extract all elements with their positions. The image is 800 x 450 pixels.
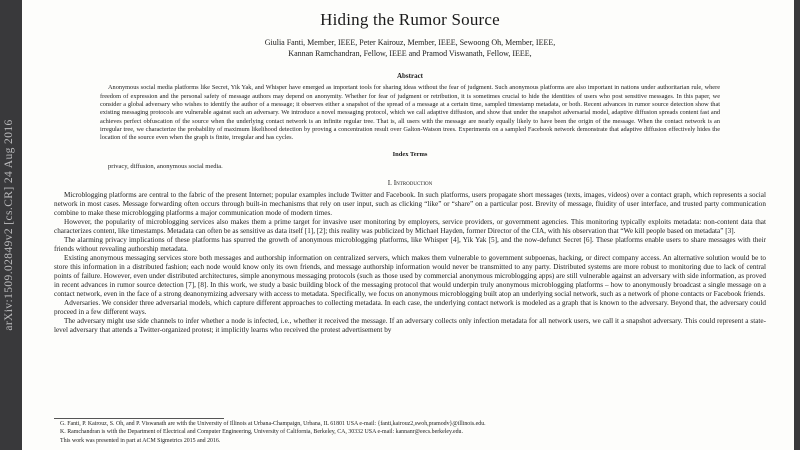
body-paragraph: Existing anonymous messaging services store both messages and authorship information on centralized servers, which makes them vulnerable to government subpoenas, hacking, or direct company access. An alternative solution would be to store this information in a distributed fashion; each node would know only its own friends, and message authorship information would never be transmitted to any party. Distributed systems are more robust to monitoring due to lack of central points of failure. However, even under distributed architectures, simple anonymous messaging protocols (such as those used by commercial anonymous microblogging apps) are still vulnerable against an adversary with side information, as proved in recent advances in rumor source detection [7], [8]. In this work, we study a basic building block of the messaging protocol that would underpin truly anonymous microblogging platforms – how to anonymously broadcast a single message on a contact network, even in the face of a strong deanonymizing adversary with access to metadata. Specifically, we focus on anonymous microblogging built atop an underlying social network, such as a network of phone contacts or Facebook friends. (54, 254, 766, 299)
abstract-text: Anonymous social media platforms like Secret, Yik Yak, and Whisper have emerged as important tools for sharing ideas without the fear of judgment. Such anonymous platforms are also important in nations under authoritarian rule, where freedom of expression and the personal safety of message authors may depend on anonymity. Whether for fear of judgment or retribution, it is sometimes crucial to hide the identities of users who post sensitive messages. In this paper, we consider a global adversary who wishes to identify the author of a message; it observes either a snapshot of the spread of a message at a certain time, sampled timestamp metadata, or both. Recent advances in rumor source detection show that existing messaging protocols are vulnerable against such an adversary. We introduce a novel messaging protocol, which we call adaptive diffusion, and show that under the snapshot adversarial model, adaptive diffusion spreads content fast and achieves perfect obfuscation of the source when the underlying contact network is an infinite regular tree. That is, all users with the message are nearly equally likely to have been the origin of the message. When the contact network is an irregular tree, we characterize the probability of maximum likelihood detection by proving a concentration result over Galton-Watson trees. Experiments on a sampled Facebook network demonstrate that adaptive diffusion effectively hides the location of the source even when the graph is finite, irregular and has cycles. (100, 84, 720, 142)
author-line-2: Kannan Ramchandran, Fellow, IEEE and Pramod Viswanath, Fellow, IEEE, (288, 49, 532, 59)
arxiv-id-label: arXiv:1509.02849v2 [cs.CR] 24 Aug 2016 (3, 119, 15, 331)
paper-page (22, 0, 794, 450)
footnote-line: G. Fanti, P. Kairouz, S. Oh, and P. Viswanath are with the University of Illinois at Urbana-Champaign, Urbana, IL 61801 USA e-mail: {fanti,kairouz2,swoh,pramodv}@illinois.edu. (60, 420, 486, 427)
index-terms-heading: Index Terms (392, 151, 428, 159)
body-paragraph: The alarming privacy implications of these platforms has spurred the growth of anonymous microblogging platforms, like Whisper [4], Yik Yak [5], and the now-defunct Secret [6]. These platforms enable users to share messages with their friends without revealing authorship metadata. (54, 236, 766, 254)
body-paragraph: Microblogging platforms are central to the fabric of the present Internet; popular examples include Twitter and Facebook. In such platforms, users propagate short messages (texts, images, videos) over a contact graph, which represents a social network in most cases. Message forwarding often occurs through built-in mechanisms that rely on user input, such as clicking “like” or “share” on a particular post. Brevity of message, fluidity of user interface, and trusted party communication combine to make these microblogging platforms a major communication mode of modern times. (54, 191, 766, 218)
author-line-1: Giulia Fanti, Member, IEEE, Peter Kairouz, Member, IEEE, Sewoong Oh, Member, IEEE, (264, 38, 556, 47)
body-paragraph: However, the popularity of microblogging services also makes them a prime target for invasive user monitoring by employers, service providers, or government agencies. This monitoring typically exploits metadata: non-content data that characterizes content, like timestamps. Metadata can often be as sensitive as data itself [1], [2]; this reality was publicized by Michael Hayden, former Director of the CIA, with his observation that “We kill people based on metadata” [3]. (54, 218, 766, 236)
paper-body (54, 191, 766, 335)
body-paragraph: The adversary might use side channels to infer whether a node is infected, i.e., whether it received the message. If an adversary collects only infection metadata for all network users, we call it a snapshot adversary. This could represent a state-level adversary that attends a Twitter-organized protest; it implicitly learns who received the protest advertisement by (54, 317, 766, 335)
footnote-block (54, 418, 766, 446)
body-paragraph: Adversaries. We consider three adversarial models, which capture different approaches to collecting metadata. In each case, the underlying contact network is modeled as a graph that is known to the adversary. Beyond that, the adversary could proceed in a few different ways. (54, 299, 766, 317)
footnote-line: This work was presented in part at ACM Sigmetrics 2015 and 2016. (60, 437, 221, 444)
footnote-line: K. Ramchandran is with the Department of Electrical and Computer Engineering, University of California, Berkeley, CA, 30332 USA e-mail: kannanr@eecs.berkeley.edu. (60, 429, 463, 436)
index-terms-text: privacy, diffusion, anonymous social media. (108, 163, 223, 171)
paper-title: Hiding the Rumor Source (320, 10, 500, 29)
footnote-divider (54, 418, 224, 419)
section-heading-introduction: I. Introduction (387, 179, 433, 188)
abstract-heading: Abstract (396, 72, 424, 81)
page-left-margin (0, 0, 22, 450)
author-block (54, 37, 766, 59)
